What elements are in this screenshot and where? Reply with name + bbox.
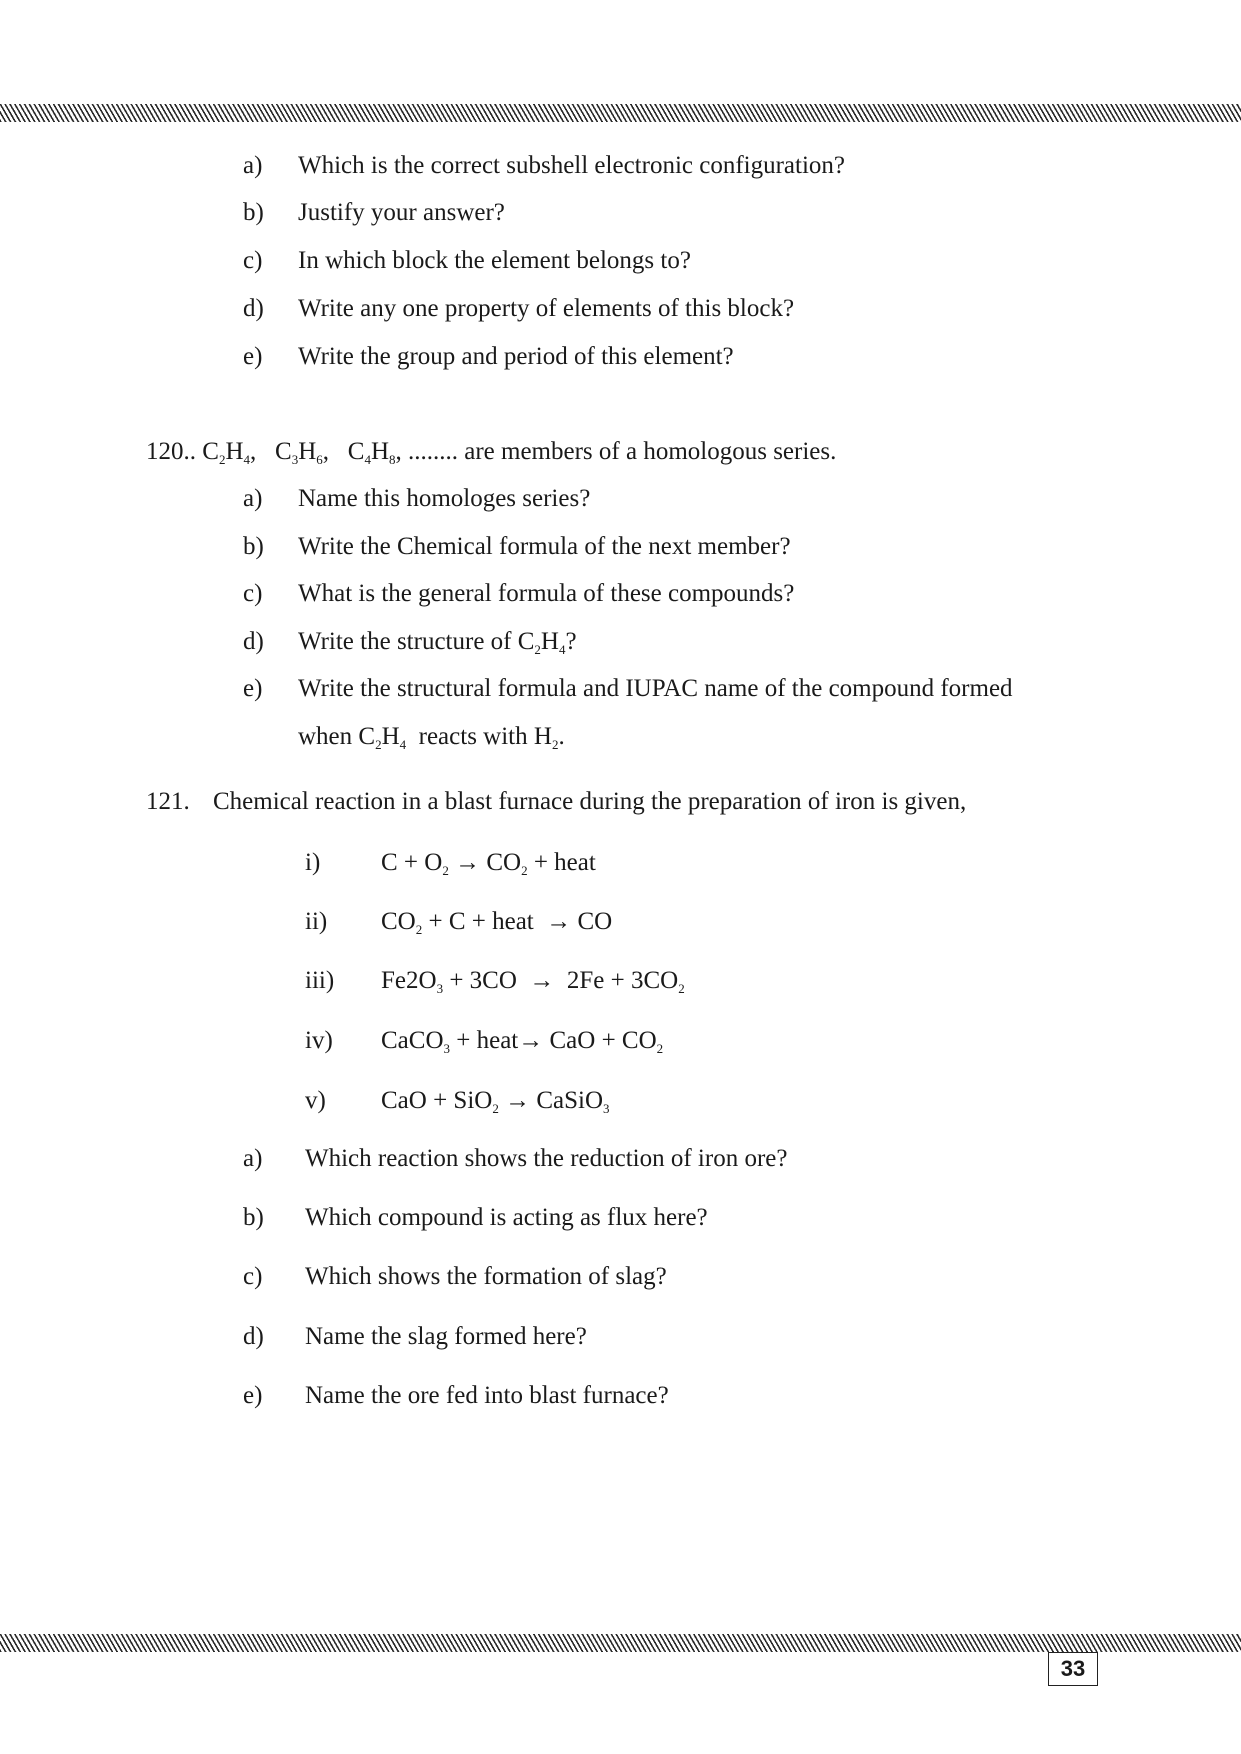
q120-stem: 120.. $C_2H_4$, $C_3H_6$, $C_4H_8$, ........ are members of a homologous series. (146, 438, 837, 467)
bottom-hatch-border (0, 1634, 1241, 1652)
question-number: 121. (146, 788, 190, 815)
top-hatch-border (0, 104, 1241, 122)
q120-part-e-continued: when $C_2H_4$ reacts with $H_2$. (298, 723, 565, 752)
question-number: 120.. (146, 438, 196, 465)
page-number: 33 (1048, 1652, 1098, 1686)
